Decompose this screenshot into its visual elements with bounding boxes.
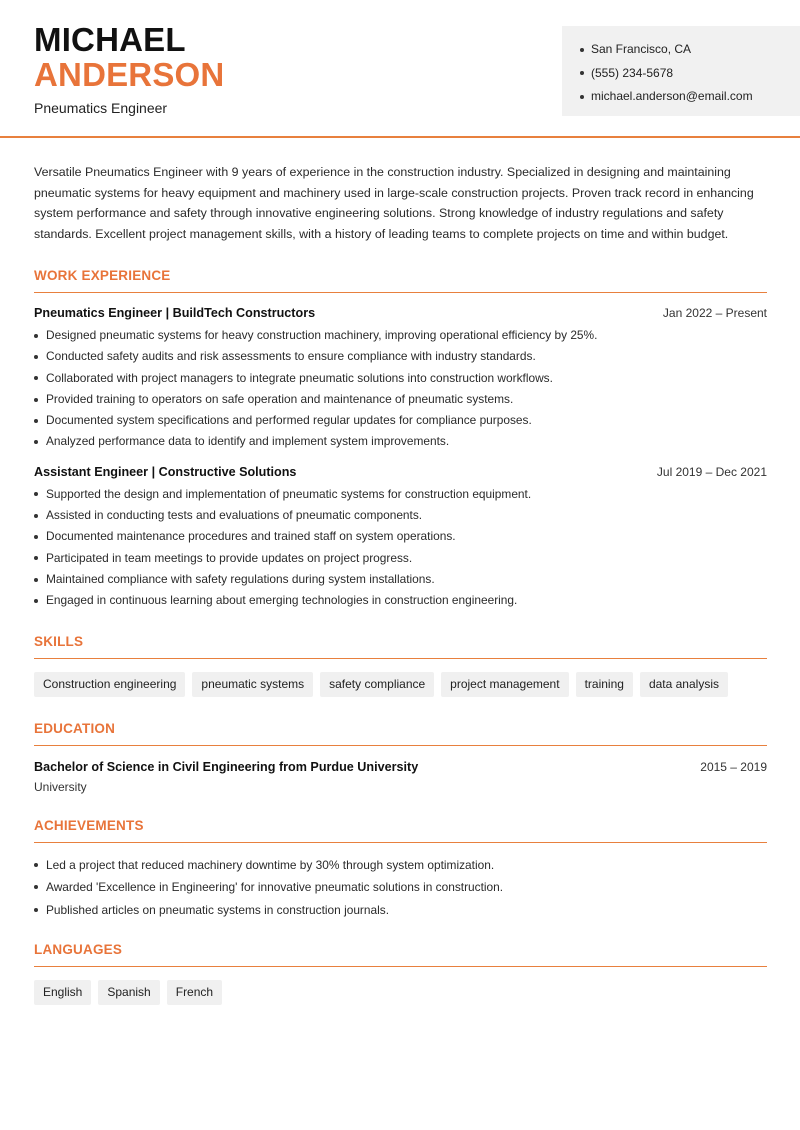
bullet-icon <box>34 535 38 539</box>
skills-section <box>34 634 767 697</box>
section-title-achievements: ACHIEVEMENTS <box>34 818 767 843</box>
skill-tag: Construction engineering <box>34 672 185 697</box>
degree-title: Bachelor of Science in Civil Engineering from Purdue University <box>34 759 419 774</box>
candidate-name <box>34 22 224 92</box>
job-bullet: Designed pneumatic systems for heavy construction machinery, improving operational efficiency by 25%. <box>34 325 767 346</box>
contact-phone: (555) 234-5678 <box>580 62 800 86</box>
professional-summary: Versatile Pneumatics Engineer with 9 years of experience in the construction industry. Specialized in designing and maintaining pneumatic systems for heavy equipment and machinery used in large-scale construction projects. Proven track record in enhancing system performance and safety through innovative engineering solutions. Strong knowledge of industry regulations and safety standards. Excellent project management skills, with a history of leading teams to complete projects on time and within budget. <box>34 165 754 241</box>
contact-email: michael.anderson@email.com <box>580 85 800 109</box>
languages-section <box>34 942 767 1005</box>
job-bullet: Engaged in continuous learning about emerging technologies in construction engineering. <box>34 590 767 611</box>
job-bullet: Conducted safety audits and risk assessments to ensure compliance with industry standards. <box>34 346 767 367</box>
bullet-icon <box>580 71 584 75</box>
bullet-icon <box>34 908 38 912</box>
section-title-education: EDUCATION <box>34 721 767 746</box>
achievements-section <box>34 818 767 922</box>
education-entry <box>34 760 767 794</box>
job-entry-dates: Jan 2022 – Present <box>662 306 767 320</box>
work-experience-section <box>34 268 767 612</box>
bullet-icon <box>580 95 584 99</box>
section-title-languages: LANGUAGES <box>34 942 767 967</box>
bullet-icon <box>34 355 38 359</box>
job-bullet: Participated in team meetings to provide updates on project progress. <box>34 548 767 569</box>
job-entry-title: Assistant Engineer | Constructive Solutions <box>34 464 297 479</box>
education-dates: 2015 – 2019 <box>700 759 767 774</box>
education-institution: University <box>34 779 87 794</box>
languages-list <box>34 980 767 1005</box>
bullet-icon <box>34 334 38 338</box>
achievement-item: Published articles on pneumatic systems in construction journals. <box>34 899 767 922</box>
achievement-item: Led a project that reduced machinery downtime by 30% through system optimization. <box>34 854 767 877</box>
skill-tag: project management <box>441 672 568 697</box>
bullet-icon <box>34 578 38 582</box>
skill-tag: training <box>576 672 633 697</box>
bullet-icon <box>34 885 38 889</box>
job-bullet: Documented system specifications and performed regular updates for compliance purposes. <box>34 410 767 431</box>
contact-box <box>562 26 800 116</box>
achievement-item: Awarded 'Excellence in Engineering' for innovative pneumatic solutions in construction. <box>34 876 767 899</box>
job-title-heading: Pneumatics Engineer <box>34 100 168 116</box>
first-name: MICHAEL <box>34 21 186 58</box>
bullet-icon <box>34 556 38 560</box>
section-title-work: WORK EXPERIENCE <box>34 268 767 293</box>
bullet-icon <box>34 440 38 444</box>
last-name: ANDERSON <box>34 56 225 93</box>
job-entry <box>34 465 767 612</box>
resume-content <box>34 162 767 1005</box>
bullet-icon <box>34 492 38 496</box>
job-bullet: Documented maintenance procedures and trained staff on system operations. <box>34 526 767 547</box>
skills-list <box>34 672 767 697</box>
bullet-icon <box>34 863 38 867</box>
job-bullet: Provided training to operators on safe operation and maintenance of pneumatic systems. <box>34 389 767 410</box>
language-tag: Spanish <box>98 980 159 1005</box>
bullet-icon <box>34 599 38 603</box>
job-entry-dates: Jul 2019 – Dec 2021 <box>656 464 767 479</box>
bullet-icon <box>34 419 38 423</box>
bullet-icon <box>34 376 38 380</box>
education-section <box>34 721 767 794</box>
bullet-icon <box>34 514 38 518</box>
resume-header <box>0 0 800 138</box>
skill-tag: data analysis <box>640 672 728 697</box>
section-title-skills: SKILLS <box>34 634 767 659</box>
bullet-icon <box>580 48 584 52</box>
job-bullet: Analyzed performance data to identify and implement system improvements. <box>34 431 767 452</box>
bullet-icon <box>34 398 38 402</box>
language-tag: French <box>167 980 222 1005</box>
job-bullet: Assisted in conducting tests and evaluations of pneumatic components. <box>34 505 767 526</box>
skill-tag: safety compliance <box>320 672 434 697</box>
job-bullet: Collaborated with project managers to integrate pneumatic solutions into construction workflows. <box>34 368 767 389</box>
language-tag: English <box>34 980 91 1005</box>
job-bullet: Supported the design and implementation of pneumatic systems for construction equipment. <box>34 484 767 505</box>
job-entry-title: Pneumatics Engineer | BuildTech Constructors <box>34 306 316 320</box>
skill-tag: pneumatic systems <box>192 672 313 697</box>
contact-location: San Francisco, CA <box>580 38 800 62</box>
job-bullet: Maintained compliance with safety regulations during system installations. <box>34 569 767 590</box>
job-entry <box>34 306 767 453</box>
